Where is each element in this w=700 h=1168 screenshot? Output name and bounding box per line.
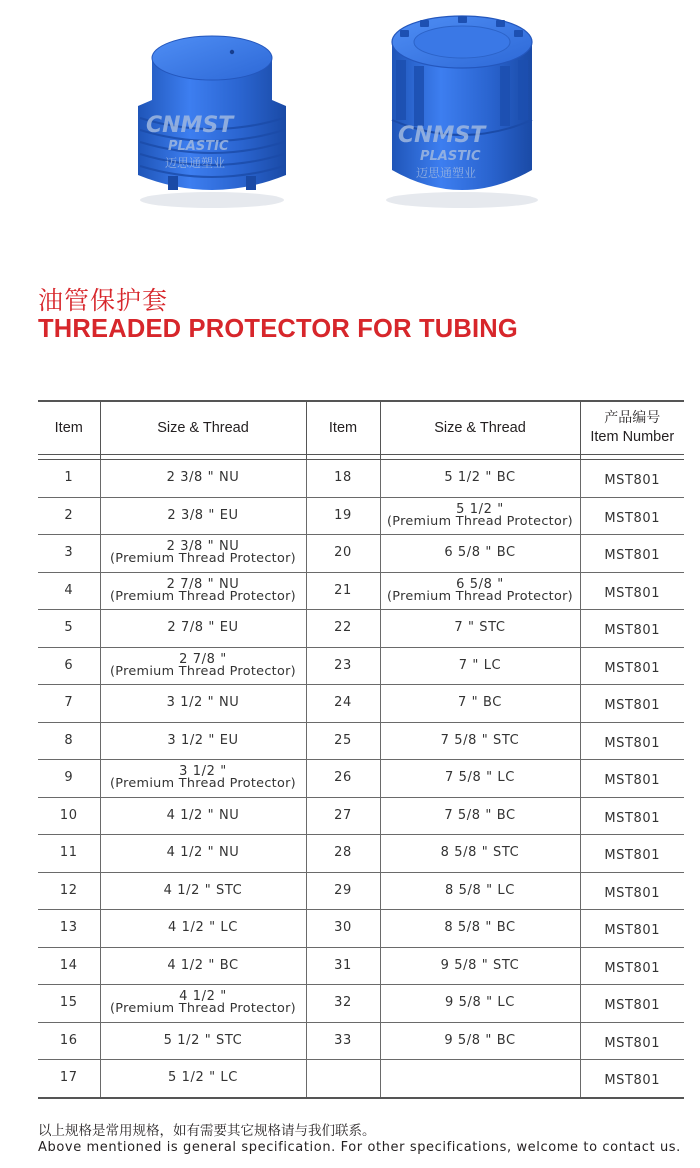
cell-size-thread-text: (Premium Thread Protector)	[110, 1001, 296, 1017]
watermark-brand: CNMST	[398, 123, 486, 148]
cell-item-text: 12	[59, 882, 78, 898]
cell-item-number	[580, 910, 684, 948]
cell-size-thread-2	[380, 497, 580, 535]
cell-item-2-text: 20	[334, 545, 352, 561]
cell-size-thread-2	[380, 1060, 580, 1098]
spec-table-container	[38, 400, 684, 1099]
cell-item-text: 8	[64, 732, 74, 748]
cell-item-number	[580, 722, 684, 760]
header-size-thread-2: Size & Thread	[380, 401, 580, 455]
spec-table-body	[38, 460, 684, 1098]
table-row	[38, 647, 684, 685]
cell-item-2-text: 25	[334, 732, 352, 748]
cell-size-thread	[100, 497, 306, 535]
footnote-english: Above mentioned is general specification. For other specifications, welcome to contact us.	[38, 1140, 681, 1155]
cell-item-text: 14	[59, 957, 78, 973]
cell-item	[38, 1022, 100, 1060]
table-row	[38, 835, 684, 873]
title-english: THREADED PROTECTOR FOR TUBING	[38, 315, 518, 343]
cell-item	[38, 572, 100, 610]
cell-size-thread-text: 2 3/8 " EU	[167, 507, 239, 523]
cell-item	[38, 610, 100, 648]
cell-item	[38, 497, 100, 535]
cell-item-number	[580, 685, 684, 723]
cell-item-number	[580, 647, 684, 685]
table-row	[38, 797, 684, 835]
cell-item-number-text: MST801	[604, 810, 661, 826]
cell-size-thread-text: 4 1/2 " NU	[166, 845, 240, 861]
cell-size-thread-2	[380, 985, 580, 1023]
cell-item-number	[580, 1060, 684, 1098]
cell-size-thread-2-text: 8 5/8 " BC	[444, 920, 516, 936]
cell-item-2-text: 24	[334, 695, 352, 711]
cell-size-thread-2	[380, 722, 580, 760]
cell-size-thread-text: 2 3/8 " NU	[166, 539, 240, 555]
table-row	[38, 722, 684, 760]
cell-item-number	[580, 460, 684, 498]
header-item-2: Item	[306, 401, 380, 455]
cell-item-number-text: MST801	[604, 1073, 661, 1089]
product-photos	[0, 0, 700, 240]
cell-item-text: 6	[64, 657, 74, 673]
cell-size-thread-2	[380, 685, 580, 723]
watermark-cn: 迈思通塑业	[165, 156, 226, 170]
cell-item-text: 16	[59, 1032, 78, 1048]
header-item-number	[580, 401, 684, 455]
cell-item-text: 17	[59, 1070, 78, 1086]
cell-size-thread-2-text: 6 5/8 "	[456, 576, 504, 592]
cell-item	[38, 760, 100, 798]
cell-size-thread-2-text: 7 5/8 " LC	[445, 770, 515, 786]
cell-size-thread-2	[380, 947, 580, 985]
watermark-sub: PLASTIC	[420, 149, 481, 164]
cell-item	[38, 910, 100, 948]
cell-item-2	[306, 535, 380, 573]
cell-item	[38, 460, 100, 498]
cell-item-number-text: MST801	[604, 548, 661, 564]
cell-size-thread	[100, 797, 306, 835]
cell-size-thread	[100, 572, 306, 610]
cell-item	[38, 947, 100, 985]
cell-item-2-text: 21	[334, 582, 352, 598]
cell-size-thread-text: 2 7/8 " NU	[166, 576, 240, 592]
cell-item-2-text: 28	[334, 845, 352, 861]
cell-item-number	[580, 535, 684, 573]
watermark-sub: PLASTIC	[168, 139, 229, 154]
cell-size-thread	[100, 460, 306, 498]
cell-size-thread-text: 4 1/2 " NU	[166, 807, 240, 823]
cell-item-2	[306, 872, 380, 910]
table-row	[38, 910, 684, 948]
header-size-thread: Size & Thread	[100, 401, 306, 455]
cell-item-text: 15	[59, 995, 78, 1011]
cell-item	[38, 535, 100, 573]
table-header-row	[38, 401, 684, 455]
cell-size-thread	[100, 722, 306, 760]
cell-size-thread-2	[380, 460, 580, 498]
table-row	[38, 947, 684, 985]
cell-item-number	[580, 797, 684, 835]
cell-item-number	[580, 985, 684, 1023]
cell-item-2	[306, 835, 380, 873]
table-row	[38, 572, 684, 610]
title-chinese: 油管保护套	[38, 286, 169, 315]
cell-item-2-text: 26	[334, 770, 352, 786]
cell-item-number-text: MST801	[604, 848, 661, 864]
cell-item-2-text: 31	[334, 957, 352, 973]
cell-item-number	[580, 872, 684, 910]
cell-item-2	[306, 1022, 380, 1060]
cell-item-number-text: MST801	[604, 510, 661, 526]
cell-size-thread-text: 4 1/2 " STC	[163, 882, 243, 898]
cell-item	[38, 797, 100, 835]
cell-size-thread-text: 4 1/2 " LC	[168, 920, 238, 936]
header-item-number-en: Item Number	[590, 429, 675, 445]
cell-item-number	[580, 947, 684, 985]
cell-size-thread-2-text: 7 5/8 " STC	[440, 732, 520, 748]
cell-size-thread-2	[380, 835, 580, 873]
cell-size-thread-text: (Premium Thread Protector)	[110, 663, 296, 679]
cell-size-thread-text: 2 3/8 " NU	[166, 470, 240, 486]
cell-size-thread	[100, 910, 306, 948]
cell-item-number	[580, 572, 684, 610]
table-row	[38, 1022, 684, 1060]
plug-protector-image	[138, 36, 286, 208]
cell-size-thread-2-text: 8 5/8 " STC	[440, 845, 520, 861]
cell-size-thread-text: 2 7/8 "	[179, 651, 227, 667]
cell-item-2-text: 27	[334, 807, 352, 823]
cell-item-2	[306, 947, 380, 985]
cell-size-thread-text: 2 7/8 " EU	[167, 620, 239, 636]
cell-item-number-text: MST801	[604, 735, 661, 751]
cell-size-thread-2-text: (Premium Thread Protector)	[387, 588, 573, 604]
cell-size-thread-2-text: 9 5/8 " LC	[445, 995, 515, 1011]
cell-size-thread-2	[380, 872, 580, 910]
cell-size-thread-2	[380, 1022, 580, 1060]
cell-item-text: 13	[59, 920, 78, 936]
cell-item-number	[580, 760, 684, 798]
cell-size-thread-2	[380, 572, 580, 610]
footnote-chinese: 以上规格是常用规格，如有需要其它规格请与我们联系。	[38, 1123, 376, 1139]
table-row	[38, 460, 684, 498]
cell-item-2-text: 29	[334, 882, 352, 898]
cell-item-text: 7	[64, 695, 74, 711]
cell-item-number	[580, 497, 684, 535]
cell-size-thread	[100, 760, 306, 798]
cell-item-number-text: MST801	[604, 773, 661, 789]
cell-size-thread-2	[380, 610, 580, 648]
table-row	[38, 497, 684, 535]
cell-size-thread-2	[380, 760, 580, 798]
cell-size-thread-2-text: 7 5/8 " BC	[444, 807, 516, 823]
cell-item-2-text: 22	[334, 620, 352, 636]
cell-size-thread-2	[380, 647, 580, 685]
cell-item-number-text: MST801	[604, 923, 661, 939]
table-row	[38, 1060, 684, 1098]
cap-protector-image	[386, 16, 538, 208]
table-row	[38, 685, 684, 723]
cell-item-number	[580, 610, 684, 648]
cell-item-text: 5	[64, 620, 74, 636]
header-item: Item	[38, 401, 100, 455]
cell-item	[38, 835, 100, 873]
cell-size-thread-text: 3 1/2 " NU	[166, 695, 240, 711]
cell-item-number-text: MST801	[604, 585, 661, 601]
cell-size-thread-text: 4 1/2 "	[179, 989, 227, 1005]
cell-item-2-text: 33	[334, 1032, 352, 1048]
cell-size-thread-text: 5 1/2 " LC	[168, 1070, 238, 1086]
cell-size-thread	[100, 647, 306, 685]
cell-item-2	[306, 1060, 380, 1098]
cell-size-thread	[100, 947, 306, 985]
cell-size-thread	[100, 985, 306, 1023]
cell-item-number-text: MST801	[604, 1035, 661, 1051]
cell-item-2-text: 18	[334, 470, 352, 486]
cell-item-2	[306, 985, 380, 1023]
cell-item	[38, 985, 100, 1023]
cell-size-thread-text: (Premium Thread Protector)	[110, 588, 296, 604]
cell-size-thread-2-text: (Premium Thread Protector)	[387, 513, 573, 529]
cell-item-number-text: MST801	[604, 960, 661, 976]
cell-item	[38, 647, 100, 685]
cell-item-2	[306, 647, 380, 685]
cell-size-thread-2	[380, 910, 580, 948]
cell-size-thread-text: (Premium Thread Protector)	[110, 551, 296, 567]
cell-item-text: 11	[59, 845, 78, 861]
cell-item-number-text: MST801	[604, 885, 661, 901]
cell-item-2-text: 19	[334, 507, 352, 523]
cell-size-thread	[100, 872, 306, 910]
watermark-brand: CNMST	[146, 113, 234, 138]
cell-size-thread-2-text: 5 1/2 "	[456, 501, 504, 517]
cell-item-2	[306, 722, 380, 760]
cell-size-thread	[100, 1022, 306, 1060]
cell-item-text: 2	[64, 507, 74, 523]
cell-item	[38, 872, 100, 910]
cell-size-thread-2	[380, 797, 580, 835]
cell-size-thread	[100, 835, 306, 873]
cell-size-thread-2-text: 8 5/8 " LC	[445, 882, 515, 898]
cell-size-thread-2-text: 5 1/2 " BC	[444, 470, 516, 486]
cell-size-thread-2-text: 9 5/8 " BC	[444, 1032, 516, 1048]
cell-item-2	[306, 910, 380, 948]
table-row	[38, 872, 684, 910]
cell-item-2-text: 23	[334, 657, 352, 673]
cell-item-number-text: MST801	[604, 660, 661, 676]
cell-size-thread	[100, 1060, 306, 1098]
table-row	[38, 760, 684, 798]
cell-item-number-text: MST801	[604, 698, 661, 714]
cell-item-2	[306, 685, 380, 723]
cell-size-thread	[100, 610, 306, 648]
product-photos-svg	[0, 0, 700, 240]
cell-size-thread-2	[380, 535, 580, 573]
cell-item-2	[306, 760, 380, 798]
cell-size-thread-text: 5 1/2 " STC	[163, 1032, 243, 1048]
cell-size-thread-2-text: 7 " LC	[458, 657, 502, 673]
cell-size-thread-text: (Premium Thread Protector)	[110, 776, 296, 792]
cell-item	[38, 722, 100, 760]
cell-item-2-text: 30	[334, 920, 352, 936]
cell-item-2	[306, 610, 380, 648]
cell-item	[38, 1060, 100, 1098]
cell-size-thread-2-text: 6 5/8 " BC	[444, 545, 516, 561]
cell-item-2	[306, 797, 380, 835]
cell-item-text: 4	[64, 582, 74, 598]
cell-size-thread-text: 3 1/2 "	[179, 764, 227, 780]
cell-size-thread-2-text: 7 " STC	[454, 620, 506, 636]
cell-item-text: 10	[59, 807, 78, 823]
watermark-cn: 迈思通塑业	[416, 166, 477, 180]
table-row	[38, 535, 684, 573]
cell-item-2	[306, 497, 380, 535]
cell-item-number-text: MST801	[604, 998, 661, 1014]
cell-item-number	[580, 835, 684, 873]
spec-table	[38, 400, 684, 1099]
table-row	[38, 610, 684, 648]
cell-item-text: 9	[64, 770, 74, 786]
cell-size-thread-text: 3 1/2 " EU	[167, 732, 239, 748]
cell-item-2	[306, 460, 380, 498]
cell-size-thread	[100, 685, 306, 723]
cell-item-2	[306, 572, 380, 610]
cell-size-thread	[100, 535, 306, 573]
header-item-number-cn: 产品编号	[604, 410, 661, 426]
cell-size-thread-2-text: 7 " BC	[458, 695, 502, 711]
cell-item-text: 3	[64, 545, 74, 561]
cell-item	[38, 685, 100, 723]
cell-size-thread-2-text: 9 5/8 " STC	[440, 957, 520, 973]
cell-item-2-text: 32	[334, 995, 352, 1011]
cell-item-text: 1	[64, 470, 74, 486]
cell-size-thread-text: 4 1/2 " BC	[167, 957, 239, 973]
table-row	[38, 985, 684, 1023]
cell-item-number-text: MST801	[604, 623, 661, 639]
cell-item-number-text: MST801	[604, 473, 661, 489]
cell-item-number	[580, 1022, 684, 1060]
